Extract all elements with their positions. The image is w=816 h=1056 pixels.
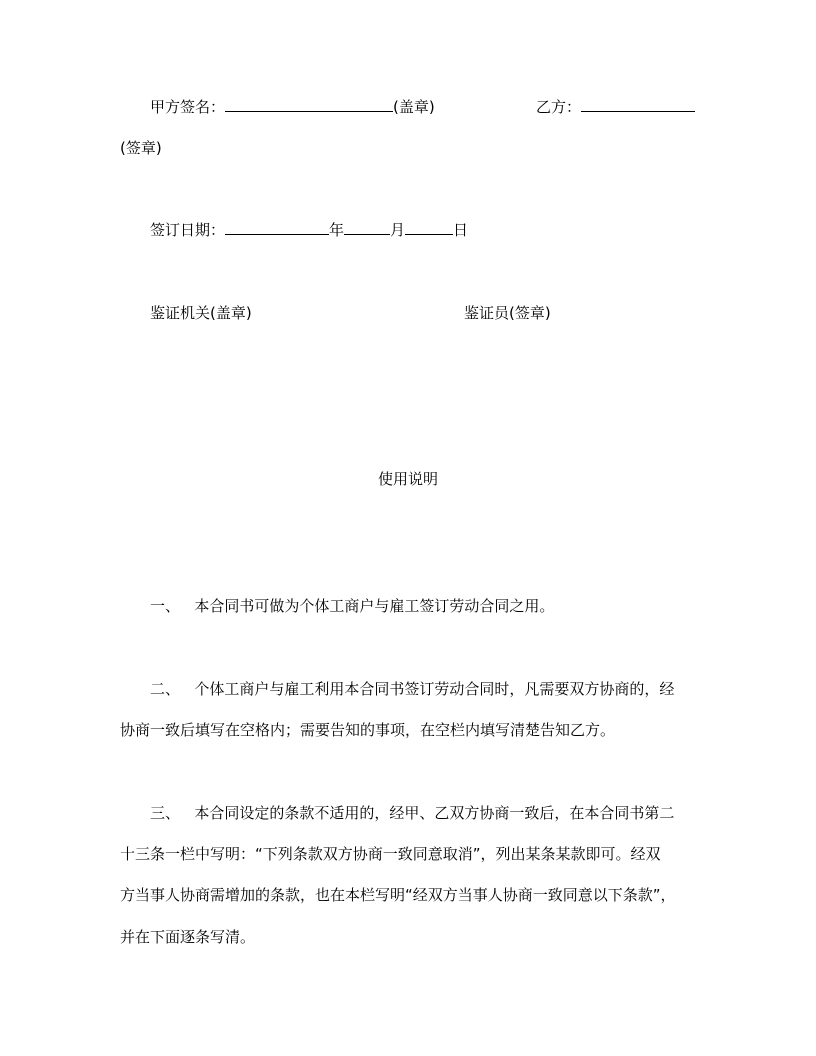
item2-line1 — [150, 679, 674, 699]
item3-text-4: 并在下面逐条写清。 — [120, 928, 256, 946]
party-a-signature-line — [150, 97, 435, 117]
month-label: 月 — [390, 221, 406, 239]
signing-date-line — [150, 220, 468, 240]
day-label: 日 — [453, 221, 469, 239]
party-b-signature-line — [536, 97, 695, 117]
item2-line2 — [120, 720, 615, 740]
party-b-seal: (签章) — [120, 139, 162, 157]
item1-line1 — [150, 596, 554, 616]
party-b-signature-blank[interactable] — [581, 97, 695, 112]
date-label: 签订日期： — [150, 221, 226, 239]
authority-seal — [150, 303, 252, 323]
item3-line1 — [150, 803, 674, 823]
officer-label: 鉴证员(签章) — [464, 304, 551, 322]
party-b-seal-line — [120, 138, 162, 158]
item1-text: 本合同书可做为个体工商户与雇工签订劳动合同之用。 — [194, 597, 555, 615]
item3-line4 — [120, 927, 255, 947]
year-blank[interactable] — [225, 220, 329, 235]
item3-line3 — [120, 885, 676, 905]
party-a-seal: (盖章) — [393, 98, 435, 116]
month-blank[interactable] — [344, 220, 390, 235]
item2-text-2: 协商一致后填写在空格内；需要告知的事项，在空栏内填写清楚告知乙方。 — [120, 721, 616, 739]
party-a-label: 甲方签名： — [150, 98, 226, 116]
item2-text-1: 个体工商户与雇工利用本合同书签订劳动合同时，凡需要双方协商的，经 — [194, 680, 675, 698]
instructions-title: 使用说明 — [377, 470, 438, 488]
officer-seal — [464, 303, 551, 323]
party-a-signature-blank[interactable] — [225, 97, 393, 112]
day-blank[interactable] — [405, 220, 453, 235]
year-label: 年 — [329, 221, 345, 239]
party-b-label: 乙方： — [536, 98, 582, 116]
item2-number: 二、 — [150, 680, 181, 698]
item3-line2 — [120, 844, 661, 864]
item3-text-1: 本合同设定的条款不适用的，经甲、乙双方协商一致后，在本合同书第二 — [194, 804, 675, 822]
item1-number: 一、 — [150, 597, 181, 615]
authority-label: 鉴证机关(盖章) — [150, 304, 252, 322]
item3-number: 三、 — [150, 804, 181, 822]
item3-text-3: 方当事人协商需增加的条款，也在本栏写明“经双方当事人协商一致同意以下条款”， — [120, 886, 676, 904]
item3-text-2: 十三条一栏中写明：“下列条款双方协商一致同意取消”，列出某条某款即可。经双 — [120, 845, 661, 863]
